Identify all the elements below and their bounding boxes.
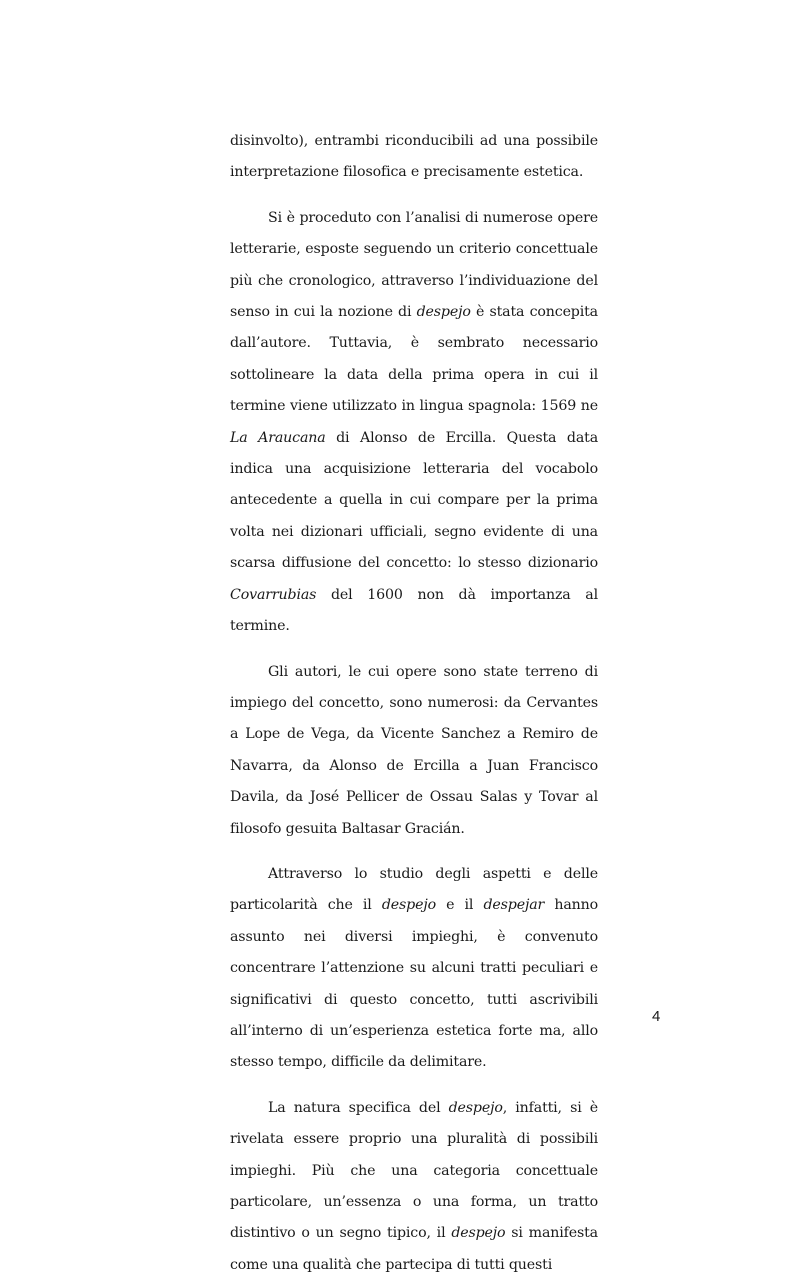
italic-title: Covarrubias: [230, 586, 317, 603]
italic-title: La Araucana: [230, 429, 326, 446]
text-run: , infatti, si è rivelata essere proprio una pluralità di possibili impieghi. Più che una categoria concettuale particolare, un’essenza o una forma, un tratto distintivo o un segno tipico, il: [230, 1099, 598, 1242]
italic-term: despejo: [416, 304, 471, 321]
text-run: Attraverso lo studio degli aspetti e delle particolarità che il: [230, 865, 598, 914]
paragraph-2: [230, 203, 598, 643]
text-run: è stata concepita dall’autore. Tuttavia, è sembrato necessario sottolineare la data della prima opera in cui il termine viene utilizzato in lingua spagnola: 1569 ne: [230, 304, 598, 415]
text-run: Si è proceduto con l’analisi di numerose opere letterarie, esposte seguendo un criterio concettuale più che cronologico, attraverso l’individuazione del senso in cui la nozione di: [230, 209, 598, 321]
italic-term: despejo: [381, 897, 436, 914]
text-run: del 1600 non dà importanza al termine.: [230, 586, 598, 635]
body-text: [230, 126, 598, 1281]
paragraph-5: [230, 1093, 598, 1281]
text-run: La natura specifica del: [268, 1099, 449, 1116]
text-run: di Alonso de Ercilla. Questa data indica una acquisizione letteraria del vocabolo antecedente a quella in cui compare per la prima volta nei dizionari ufficiali, segno evidente di una scarsa diffusione del concetto: lo stesso dizionario: [230, 429, 598, 572]
paragraph-1: [230, 126, 598, 189]
text-run: disinvolto), entrambi riconducibili ad una possibile interpretazione filosofica e precisamente estetica.: [230, 133, 598, 181]
text-run: Gli autori, le cui opere sono state terreno di impiego del concetto, sono numerosi: da Cervantes a Lope de Vega, da Vicente Sanchez a Remiro de Navarra, da Alonso de Ercilla a Juan Francisco Davila, da José Pellicer de Ossau Salas y Tovar al filosofo gesuita Baltasar Gracián.: [230, 663, 598, 837]
italic-term: despejar: [483, 897, 545, 914]
text-run: e il: [435, 897, 484, 914]
paragraph-3: [230, 657, 598, 845]
paragraph-4: [230, 859, 598, 1079]
italic-term: despejo: [448, 1099, 503, 1116]
text-run: hanno assunto nei diversi impieghi, è convenuto concentrare l’attenzione su alcuni tratti peculiari e significativi di questo concetto, tutti ascrivibili all’interno di un’esperienza estetica forte ma, allo stesso tempo, difficile da delimitare.: [230, 897, 598, 1071]
page-number: 4: [652, 1008, 661, 1025]
text-run: si manifesta come una qualità che partecipa di tutti questi: [230, 1225, 598, 1273]
italic-term: despejo: [451, 1225, 506, 1242]
